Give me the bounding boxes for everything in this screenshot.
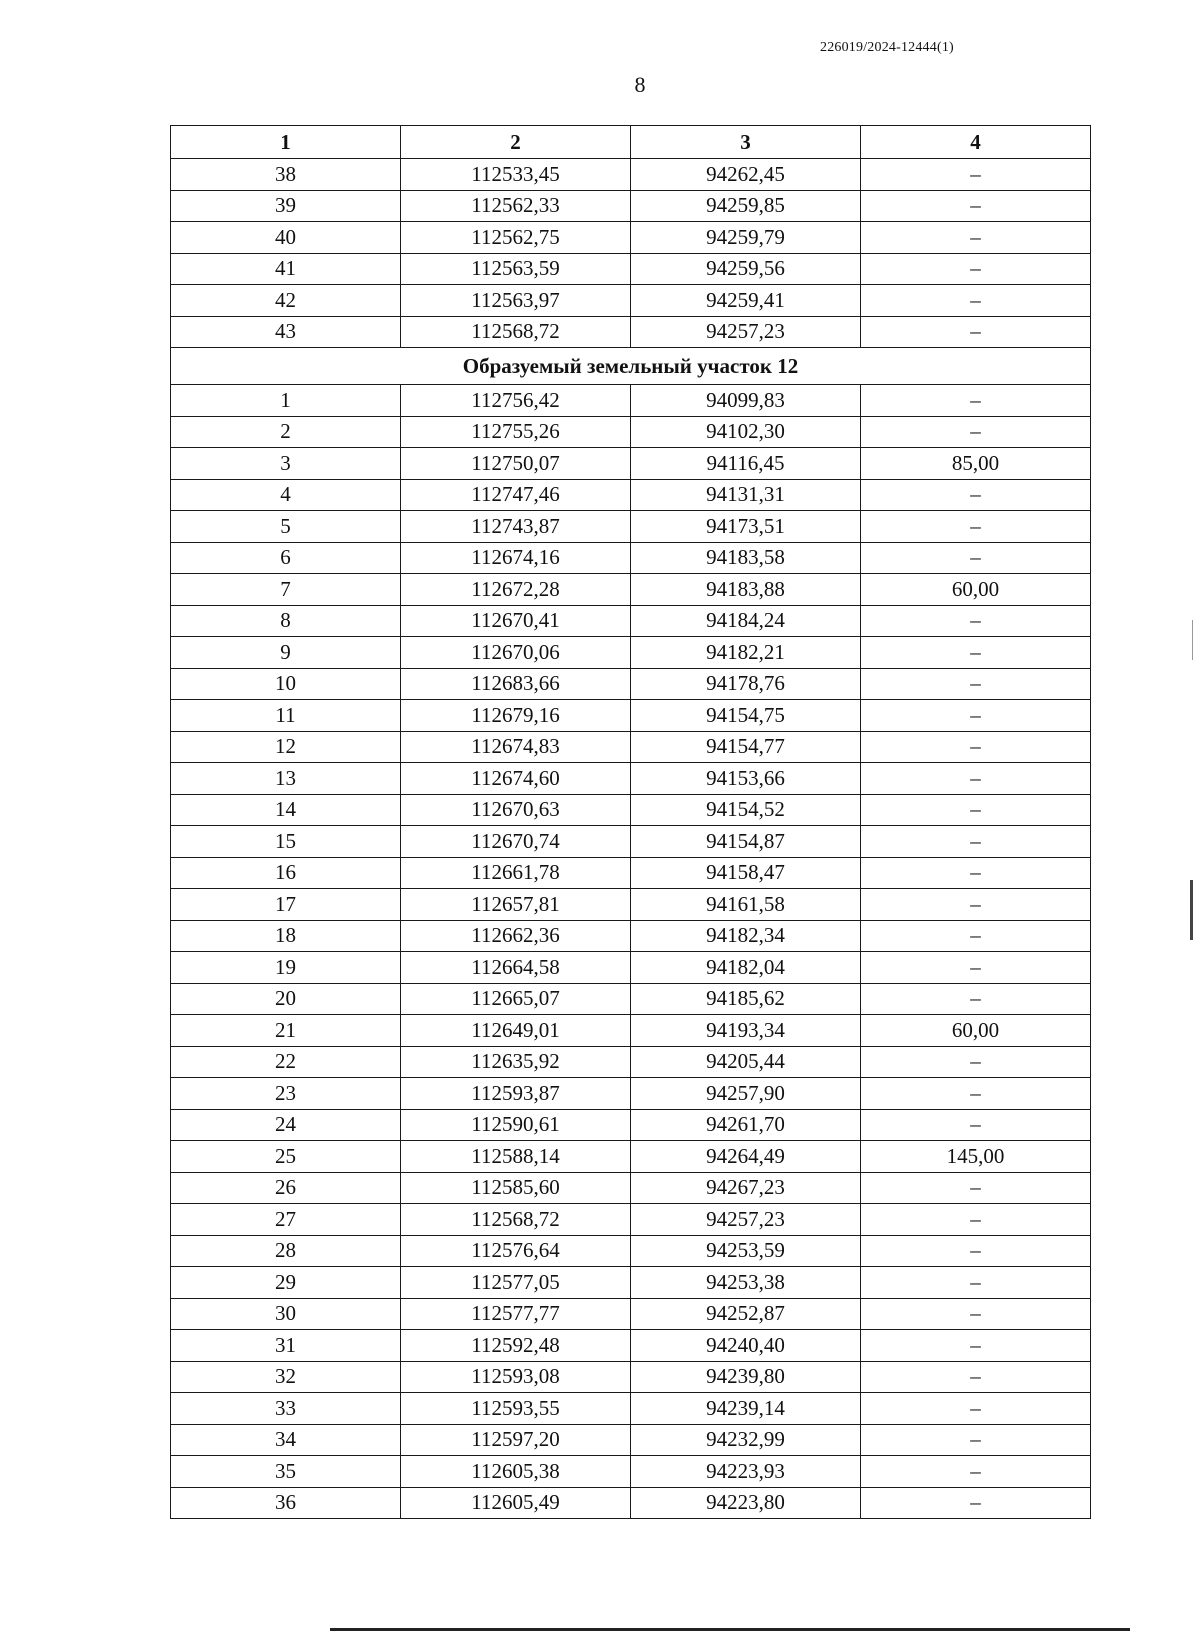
table-row bbox=[171, 605, 1091, 637]
coordinates-table bbox=[170, 125, 1091, 1519]
table-cell-col-2: 112679,16 bbox=[401, 700, 631, 732]
table-row bbox=[171, 700, 1091, 732]
table-cell-col-2: 112755,26 bbox=[401, 416, 631, 448]
table-cell-col-3: 94239,14 bbox=[631, 1393, 861, 1425]
table-cell-col-3: 94173,51 bbox=[631, 511, 861, 543]
table-cell-col-4: – bbox=[861, 637, 1091, 669]
table-cell-col-4: – bbox=[861, 479, 1091, 511]
table-row bbox=[171, 1361, 1091, 1393]
table-cell-col-4: – bbox=[861, 826, 1091, 858]
table-cell-col-3: 94240,40 bbox=[631, 1330, 861, 1362]
scan-mark bbox=[1192, 620, 1193, 660]
table-cell-col-2: 112670,06 bbox=[401, 637, 631, 669]
table-cell-col-1: 9 bbox=[171, 637, 401, 669]
table-row bbox=[171, 1109, 1091, 1141]
table-cell-col-3: 94182,21 bbox=[631, 637, 861, 669]
table-cell-col-4: – bbox=[861, 952, 1091, 984]
table-cell-col-1: 4 bbox=[171, 479, 401, 511]
page-number: 8 bbox=[634, 72, 646, 97]
table-row bbox=[171, 1015, 1091, 1047]
table-cell-col-4: – bbox=[861, 1267, 1091, 1299]
table-cell-col-1: 3 bbox=[171, 448, 401, 480]
table-cell-col-3: 94131,31 bbox=[631, 479, 861, 511]
table-cell-col-1: 41 bbox=[171, 253, 401, 285]
table-cell-col-1: 10 bbox=[171, 668, 401, 700]
table-body-previous-plot bbox=[171, 159, 1091, 348]
table-cell-col-1: 43 bbox=[171, 316, 401, 348]
table-row bbox=[171, 826, 1091, 858]
table-body-plot-12 bbox=[171, 385, 1091, 1519]
table-cell-col-4: – bbox=[861, 857, 1091, 889]
table-cell-col-1: 6 bbox=[171, 542, 401, 574]
table-cell-col-4: – bbox=[861, 920, 1091, 952]
table-cell-col-4: – bbox=[861, 763, 1091, 795]
table-cell-col-4: – bbox=[861, 1235, 1091, 1267]
table-cell-col-2: 112670,74 bbox=[401, 826, 631, 858]
table-cell-col-2: 112756,42 bbox=[401, 385, 631, 417]
table-cell-col-1: 19 bbox=[171, 952, 401, 984]
table-cell-col-4: – bbox=[861, 1046, 1091, 1078]
table-cell-col-3: 94178,76 bbox=[631, 668, 861, 700]
table-cell-col-3: 94116,45 bbox=[631, 448, 861, 480]
table-cell-col-2: 112670,63 bbox=[401, 794, 631, 826]
table-cell-col-3: 94184,24 bbox=[631, 605, 861, 637]
table-cell-col-1: 17 bbox=[171, 889, 401, 921]
table-cell-col-2: 112605,38 bbox=[401, 1456, 631, 1488]
table-cell-col-2: 112661,78 bbox=[401, 857, 631, 889]
column-header-3: 3 bbox=[631, 126, 861, 159]
table-cell-col-3: 94232,99 bbox=[631, 1424, 861, 1456]
table-cell-col-1: 18 bbox=[171, 920, 401, 952]
table-cell-col-3: 94102,30 bbox=[631, 416, 861, 448]
table-cell-col-3: 94267,23 bbox=[631, 1172, 861, 1204]
table-cell-col-3: 94154,87 bbox=[631, 826, 861, 858]
table-row bbox=[171, 448, 1091, 480]
table-cell-col-3: 94182,04 bbox=[631, 952, 861, 984]
table-cell-col-3: 94158,47 bbox=[631, 857, 861, 889]
table-row bbox=[171, 1487, 1091, 1519]
table-cell-col-3: 94223,80 bbox=[631, 1487, 861, 1519]
table-row bbox=[171, 952, 1091, 984]
table-cell-col-3: 94161,58 bbox=[631, 889, 861, 921]
table-row bbox=[171, 222, 1091, 254]
table-cell-col-4: – bbox=[861, 1298, 1091, 1330]
table-cell-col-2: 112674,83 bbox=[401, 731, 631, 763]
table-cell-col-1: 33 bbox=[171, 1393, 401, 1425]
table-cell-col-3: 94182,34 bbox=[631, 920, 861, 952]
table-row bbox=[171, 983, 1091, 1015]
table-row bbox=[171, 763, 1091, 795]
table-cell-col-1: 20 bbox=[171, 983, 401, 1015]
table-cell-col-2: 112577,77 bbox=[401, 1298, 631, 1330]
table-cell-col-2: 112674,16 bbox=[401, 542, 631, 574]
scan-mark bbox=[1190, 880, 1193, 940]
table-cell-col-2: 112674,60 bbox=[401, 763, 631, 795]
table-cell-col-4: – bbox=[861, 285, 1091, 317]
column-header-4: 4 bbox=[861, 126, 1091, 159]
table-cell-col-3: 94253,59 bbox=[631, 1235, 861, 1267]
table-row bbox=[171, 1456, 1091, 1488]
table-cell-col-1: 7 bbox=[171, 574, 401, 606]
table-cell-col-1: 24 bbox=[171, 1109, 401, 1141]
table-row bbox=[171, 857, 1091, 889]
table-cell-col-2: 112665,07 bbox=[401, 983, 631, 1015]
table-row bbox=[171, 479, 1091, 511]
table-cell-col-3: 94259,56 bbox=[631, 253, 861, 285]
table-cell-col-4: – bbox=[861, 316, 1091, 348]
table-cell-col-3: 94223,93 bbox=[631, 1456, 861, 1488]
table-cell-col-1: 39 bbox=[171, 190, 401, 222]
table-cell-col-1: 26 bbox=[171, 1172, 401, 1204]
table-row bbox=[171, 1298, 1091, 1330]
table-cell-col-3: 94099,83 bbox=[631, 385, 861, 417]
table-cell-col-3: 94252,87 bbox=[631, 1298, 861, 1330]
table-cell-col-1: 38 bbox=[171, 159, 401, 191]
table-cell-col-2: 112563,59 bbox=[401, 253, 631, 285]
table-cell-col-3: 94193,34 bbox=[631, 1015, 861, 1047]
table-row bbox=[171, 542, 1091, 574]
table-cell-col-1: 11 bbox=[171, 700, 401, 732]
table-cell-col-2: 112747,46 bbox=[401, 479, 631, 511]
table-cell-col-2: 112568,72 bbox=[401, 1204, 631, 1236]
table-cell-col-4: – bbox=[861, 511, 1091, 543]
table-cell-col-4: – bbox=[861, 889, 1091, 921]
table-cell-col-4: – bbox=[861, 1393, 1091, 1425]
table-cell-col-2: 112593,87 bbox=[401, 1078, 631, 1110]
table-cell-col-1: 36 bbox=[171, 1487, 401, 1519]
table-cell-col-4: – bbox=[861, 159, 1091, 191]
table-row bbox=[171, 416, 1091, 448]
table-cell-col-4: – bbox=[861, 731, 1091, 763]
table-cell-col-4: – bbox=[861, 542, 1091, 574]
table-cell-col-3: 94153,66 bbox=[631, 763, 861, 795]
table-cell-col-1: 34 bbox=[171, 1424, 401, 1456]
table-row bbox=[171, 1267, 1091, 1299]
table-cell-col-3: 94205,44 bbox=[631, 1046, 861, 1078]
table-cell-col-3: 94154,75 bbox=[631, 700, 861, 732]
column-header-1: 1 bbox=[171, 126, 401, 159]
table-cell-col-2: 112670,41 bbox=[401, 605, 631, 637]
table-cell-col-4: – bbox=[861, 1109, 1091, 1141]
table-cell-col-2: 112743,87 bbox=[401, 511, 631, 543]
table-cell-col-1: 23 bbox=[171, 1078, 401, 1110]
table-cell-col-4: – bbox=[861, 700, 1091, 732]
table-row bbox=[171, 889, 1091, 921]
table-cell-col-2: 112635,92 bbox=[401, 1046, 631, 1078]
table-cell-col-1: 2 bbox=[171, 416, 401, 448]
table-cell-col-2: 112590,61 bbox=[401, 1109, 631, 1141]
table-cell-col-4: – bbox=[861, 668, 1091, 700]
table-cell-col-4: – bbox=[861, 253, 1091, 285]
table-header-row bbox=[171, 126, 1091, 159]
table-cell-col-4: – bbox=[861, 983, 1091, 1015]
table-cell-col-4: – bbox=[861, 1172, 1091, 1204]
table-row bbox=[171, 159, 1091, 191]
table-cell-col-4: – bbox=[861, 385, 1091, 417]
table-cell-col-4: – bbox=[861, 794, 1091, 826]
table-cell-col-4: – bbox=[861, 1361, 1091, 1393]
table-row bbox=[171, 1424, 1091, 1456]
table-section-block bbox=[171, 348, 1091, 385]
table-cell-col-1: 30 bbox=[171, 1298, 401, 1330]
table-cell-col-1: 28 bbox=[171, 1235, 401, 1267]
table-cell-col-4: – bbox=[861, 1424, 1091, 1456]
table-cell-col-3: 94185,62 bbox=[631, 983, 861, 1015]
table-cell-col-3: 94257,23 bbox=[631, 316, 861, 348]
table-row bbox=[171, 1046, 1091, 1078]
section-row bbox=[171, 348, 1091, 385]
table-cell-col-2: 112576,64 bbox=[401, 1235, 631, 1267]
table-cell-col-2: 112672,28 bbox=[401, 574, 631, 606]
table-cell-col-4: – bbox=[861, 1204, 1091, 1236]
table-cell-col-3: 94239,80 bbox=[631, 1361, 861, 1393]
table-cell-col-3: 94264,49 bbox=[631, 1141, 861, 1173]
table-row bbox=[171, 794, 1091, 826]
table-row bbox=[171, 574, 1091, 606]
table-cell-col-3: 94183,88 bbox=[631, 574, 861, 606]
table-cell-col-4: – bbox=[861, 190, 1091, 222]
table-cell-col-4: 85,00 bbox=[861, 448, 1091, 480]
column-header-2: 2 bbox=[401, 126, 631, 159]
table-row bbox=[171, 385, 1091, 417]
table-cell-col-1: 27 bbox=[171, 1204, 401, 1236]
table-row bbox=[171, 285, 1091, 317]
table-cell-col-4: – bbox=[861, 1078, 1091, 1110]
table-cell-col-4: 60,00 bbox=[861, 1015, 1091, 1047]
table-cell-col-2: 112605,49 bbox=[401, 1487, 631, 1519]
table-row bbox=[171, 731, 1091, 763]
table-cell-col-4: – bbox=[861, 222, 1091, 254]
table-cell-col-3: 94259,41 bbox=[631, 285, 861, 317]
table-cell-col-3: 94154,52 bbox=[631, 794, 861, 826]
table-cell-col-1: 8 bbox=[171, 605, 401, 637]
table-cell-col-2: 112597,20 bbox=[401, 1424, 631, 1456]
table-cell-col-4: – bbox=[861, 605, 1091, 637]
table-cell-col-2: 112649,01 bbox=[401, 1015, 631, 1047]
table-row bbox=[171, 1141, 1091, 1173]
table-cell-col-1: 14 bbox=[171, 794, 401, 826]
table-cell-col-3: 94259,85 bbox=[631, 190, 861, 222]
table-cell-col-1: 42 bbox=[171, 285, 401, 317]
table-cell-col-1: 31 bbox=[171, 1330, 401, 1362]
table-cell-col-2: 112662,36 bbox=[401, 920, 631, 952]
table-cell-col-2: 112683,66 bbox=[401, 668, 631, 700]
table-row bbox=[171, 1172, 1091, 1204]
table-row bbox=[171, 920, 1091, 952]
table-cell-col-3: 94261,70 bbox=[631, 1109, 861, 1141]
table-cell-col-1: 21 bbox=[171, 1015, 401, 1047]
document-registration-number: 226019/2024-12444(1) bbox=[820, 40, 954, 55]
table-cell-col-3: 94257,23 bbox=[631, 1204, 861, 1236]
table-cell-col-1: 40 bbox=[171, 222, 401, 254]
table-cell-col-2: 112588,14 bbox=[401, 1141, 631, 1173]
table-cell-col-3: 94262,45 bbox=[631, 159, 861, 191]
table-cell-col-2: 112568,72 bbox=[401, 316, 631, 348]
table-cell-col-2: 112657,81 bbox=[401, 889, 631, 921]
table-row bbox=[171, 668, 1091, 700]
table-row bbox=[171, 190, 1091, 222]
table-row bbox=[171, 1393, 1091, 1425]
table-cell-col-3: 94259,79 bbox=[631, 222, 861, 254]
table-cell-col-3: 94183,58 bbox=[631, 542, 861, 574]
table-cell-col-2: 112664,58 bbox=[401, 952, 631, 984]
table-row bbox=[171, 637, 1091, 669]
table-cell-col-2: 112533,45 bbox=[401, 159, 631, 191]
table-cell-col-1: 1 bbox=[171, 385, 401, 417]
table-cell-col-4: – bbox=[861, 1487, 1091, 1519]
table-cell-col-1: 15 bbox=[171, 826, 401, 858]
table-row bbox=[171, 253, 1091, 285]
table-cell-col-2: 112562,75 bbox=[401, 222, 631, 254]
table-cell-col-1: 16 bbox=[171, 857, 401, 889]
table-cell-col-4: – bbox=[861, 1330, 1091, 1362]
table-cell-col-2: 112593,08 bbox=[401, 1361, 631, 1393]
table-row bbox=[171, 1078, 1091, 1110]
table-cell-col-4: 60,00 bbox=[861, 574, 1091, 606]
table-cell-col-1: 13 bbox=[171, 763, 401, 795]
table-cell-col-1: 12 bbox=[171, 731, 401, 763]
table-cell-col-2: 112750,07 bbox=[401, 448, 631, 480]
table-cell-col-2: 112563,97 bbox=[401, 285, 631, 317]
table-row bbox=[171, 1330, 1091, 1362]
table-row bbox=[171, 511, 1091, 543]
table-row bbox=[171, 1204, 1091, 1236]
table-cell-col-1: 5 bbox=[171, 511, 401, 543]
table-cell-col-2: 112577,05 bbox=[401, 1267, 631, 1299]
table-cell-col-3: 94257,90 bbox=[631, 1078, 861, 1110]
table-row bbox=[171, 316, 1091, 348]
table-cell-col-4: – bbox=[861, 416, 1091, 448]
table-cell-col-3: 94253,38 bbox=[631, 1267, 861, 1299]
table-cell-col-3: 94154,77 bbox=[631, 731, 861, 763]
table-cell-col-2: 112585,60 bbox=[401, 1172, 631, 1204]
table-cell-col-1: 25 bbox=[171, 1141, 401, 1173]
table-cell-col-1: 32 bbox=[171, 1361, 401, 1393]
table-cell-col-1: 35 bbox=[171, 1456, 401, 1488]
table-row bbox=[171, 1235, 1091, 1267]
table-cell-col-4: 145,00 bbox=[861, 1141, 1091, 1173]
table-cell-col-1: 29 bbox=[171, 1267, 401, 1299]
table-cell-col-1: 22 bbox=[171, 1046, 401, 1078]
table-cell-col-2: 112593,55 bbox=[401, 1393, 631, 1425]
section-title: Образуемый земельный участок 12 bbox=[171, 348, 1091, 385]
table-cell-col-2: 112562,33 bbox=[401, 190, 631, 222]
table-cell-col-4: – bbox=[861, 1456, 1091, 1488]
table-cell-col-2: 112592,48 bbox=[401, 1330, 631, 1362]
scan-mark bbox=[330, 1628, 1130, 1631]
